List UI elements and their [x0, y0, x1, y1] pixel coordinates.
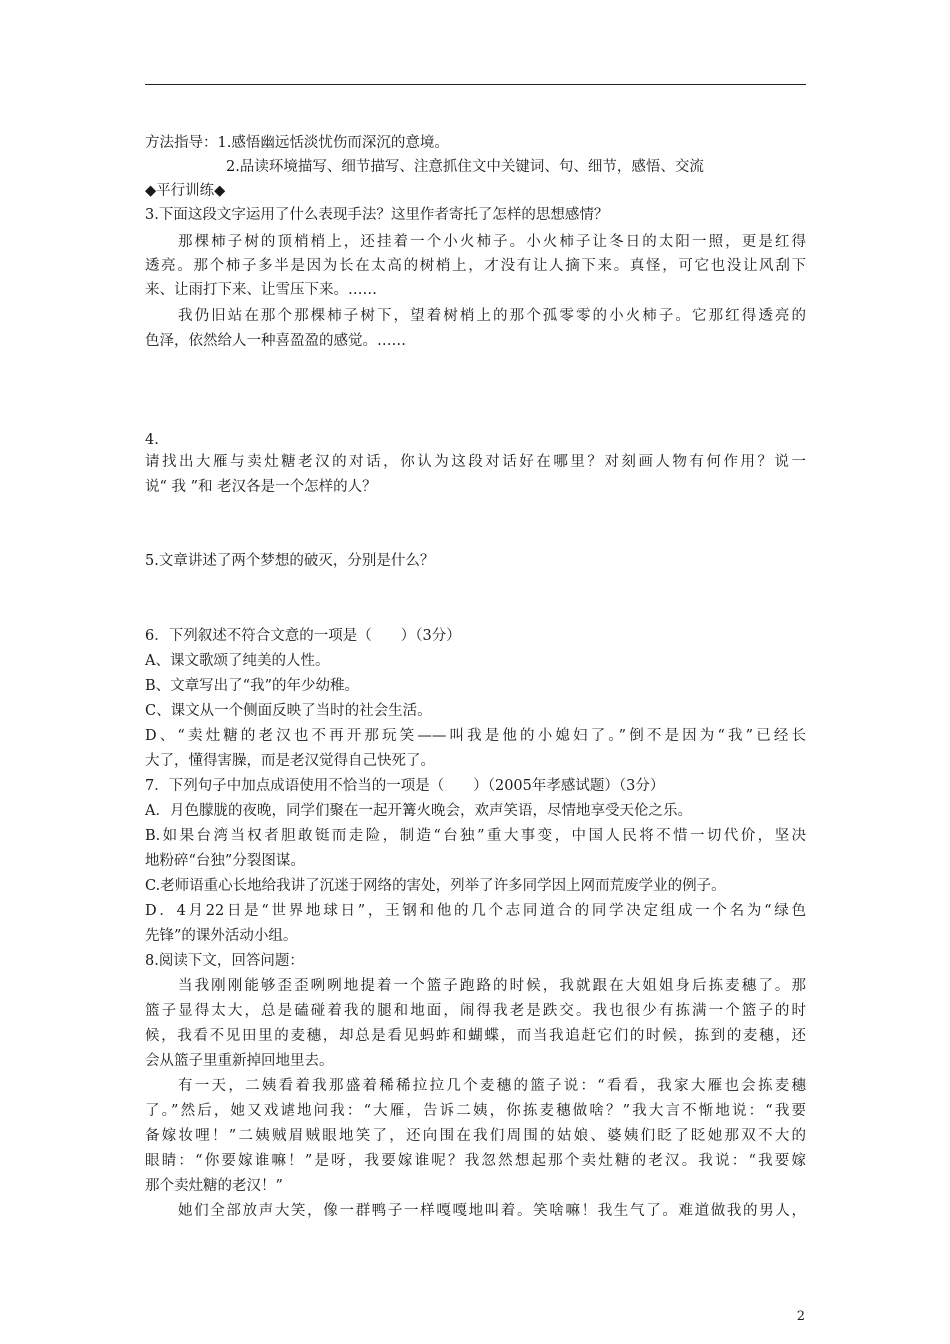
method-guide-line-1: 方法指导：1.感悟幽远恬淡忧伤而深沉的意境。: [145, 135, 449, 151]
section-heading: ◆平行训练◆: [145, 183, 226, 199]
passage-line: 色泽，依然给人一种喜盈盈的感觉。……: [145, 333, 406, 349]
passage-line: 透亮。那个柿子多半是因为长在太高的树梢上，才没有让人摘下来。真怪，可它也没让风刮下: [145, 258, 806, 274]
reading-line: 那个卖灶糖的老汉！”: [145, 1178, 283, 1194]
option-a: A、课文歌颂了纯美的人性。: [145, 653, 330, 669]
reading-line: 备嫁妆哩！”二姨贼眉贼眼地笑了，还向围在我们周围的姑娘、婆姨们眨了眨她那双不大的: [145, 1128, 806, 1144]
option-a: A．月色朦胧的夜晚，同学们聚在一起开篝火晚会，欢声笑语，尽情地享受天伦之乐。: [145, 803, 692, 819]
option-d: D．4月22日是“世界地球日”，王钢和他的几个志同道合的同学决定组成一个名为“绿色: [145, 903, 806, 919]
reading-line: 候，我看不见田里的麦穗，却总是看见蚂蚱和蝴蝶，而当我追赶它们的时候，拣到的麦穗，还: [145, 1028, 806, 1044]
reading-line: 了。”然后，她又戏谑地问我：“大雁，告诉二姨，你拣麦穗做啥？”我大言不惭地说：“我要: [145, 1103, 806, 1119]
question-4-line-2: 说“ 我 ”和 老汉各是一个怎样的人？: [145, 479, 377, 495]
reading-line: 有一天，二姨看着我那盛着稀稀拉拉几个麦穗的篮子说：“看看，我家大雁也会拣麦穗: [178, 1078, 806, 1094]
question-3: 3.下面这段文字运用了什么表现手法？这里作者寄托了怎样的思想感情？: [145, 207, 609, 223]
reading-line: 会从篮子里重新掉回地里去。: [145, 1053, 334, 1069]
page-number: 2: [796, 1309, 805, 1324]
question-7: 7．下列句子中加点成语使用不恰当的一项是（ ）（2005年孝感试题）（3分）: [145, 778, 665, 794]
passage-line: 我仍旧站在那个那棵柿子树下，望着树梢上的那个孤零零的小火柿子。它那红得透亮的: [178, 308, 806, 324]
passage-line: 来、让雨打下来、让雪压下来。……: [145, 282, 377, 298]
option-d-cont: 大了，懂得害臊，而是老汉觉得自己快死了。: [145, 753, 435, 769]
reading-line: 她们全部放声大笑，像一群鸭子一样嘎嘎地叫着。笑啥嘛！我生气了。难道做我的男人，: [178, 1203, 806, 1219]
question-8: 8.阅读下文，回答问题：: [145, 953, 304, 969]
method-guide-line-2: 2.品读环境描写、细节描写、注意抓住文中关键词、句、细节，感悟、交流: [226, 159, 704, 175]
option-b: B、文章写出了“我”的年少幼稚。: [145, 678, 359, 694]
reading-line: 眼睛：“你要嫁谁嘛！”是呀，我要嫁谁呢？我忽然想起那个卖灶糖的老汉。我说：“我要嫁: [145, 1153, 806, 1169]
option-c: C、课文从一个侧面反映了当时的社会生活。: [145, 703, 432, 719]
reading-line: 篮子显得太大，总是磕碰着我的腿和地面，闹得我老是跌交。我也很少有拣满一个篮子的时: [145, 1003, 806, 1019]
option-d-cont: 先锋”的课外活动小组。: [145, 928, 298, 944]
option-b-cont: 地粉碎“台独”分裂图谋。: [145, 853, 305, 869]
reading-line: 当我刚刚能够歪歪咧咧地提着一个篮子跑路的时候，我就跟在大姐姐身后拣麦穗了。那: [178, 978, 806, 994]
question-5: 5.文章讲述了两个梦想的破灭，分别是什么？: [145, 553, 435, 569]
question-4-line-1: 请找出大雁与卖灶糖老汉的对话，你认为这段对话好在哪里？对刻画人物有何作用？说一: [145, 454, 806, 470]
question-4-number: 4.: [145, 432, 159, 448]
passage-line: 那棵柿子树的顶梢梢上，还挂着一个小火柿子。小火柿子让冬日的太阳一照，更是红得: [178, 234, 806, 250]
header-rule: [145, 84, 806, 85]
option-d: D、“卖灶糖的老汉也不再开那玩笑——叫我是他的小媳妇了。”倒不是因为“我”已经长: [145, 728, 806, 744]
question-6: 6．下列叙述不符合文意的一项是（ ）（3分）: [145, 628, 461, 644]
option-b: B.如果台湾当权者胆敢铤而走险，制造“台独”重大事变，中国人民将不惜一切代价，坚决: [145, 828, 806, 844]
option-c: C.老师语重心长地给我讲了沉迷于网络的害处，列举了许多同学因上网而荒废学业的例子。: [145, 878, 726, 894]
